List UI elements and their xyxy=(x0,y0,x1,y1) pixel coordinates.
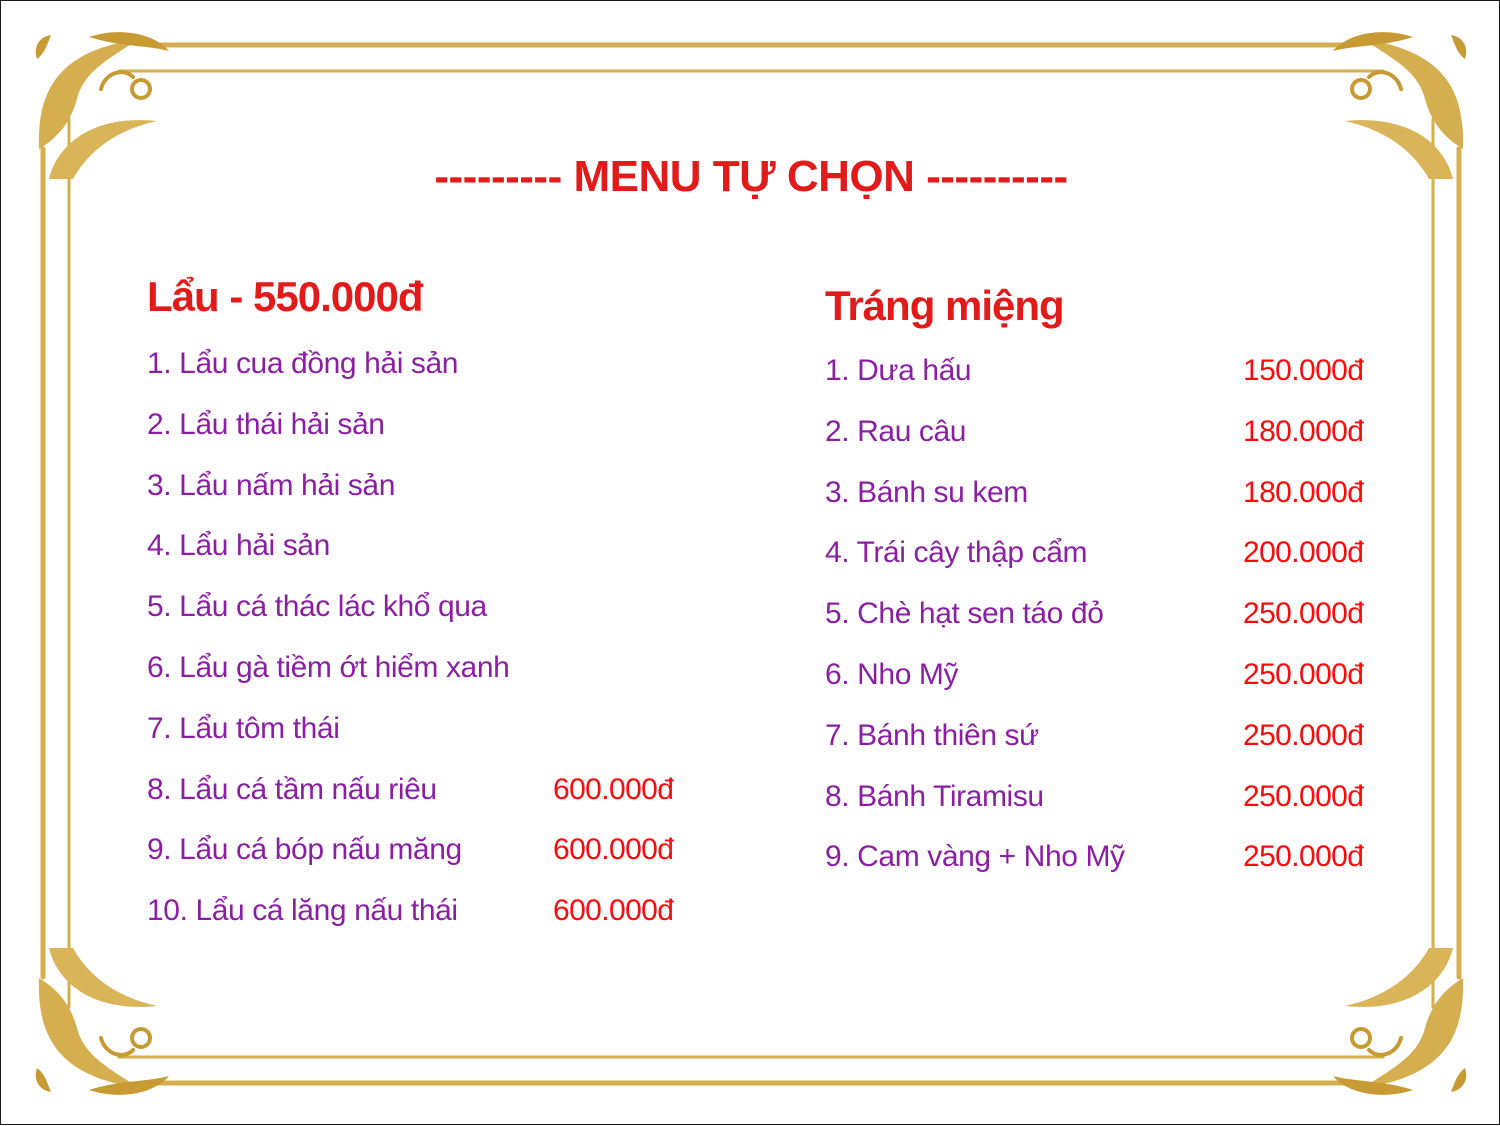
dessert-item-name: 8. Bánh Tiramisu xyxy=(825,780,1044,813)
dessert-item-name: 6. Nho Mỹ xyxy=(825,658,959,691)
dessert-item-price: 250.000đ xyxy=(1243,780,1364,813)
dessert-item-name: 9. Cam vàng + Nho Mỹ xyxy=(825,840,1125,873)
hotpot-item-name: 4. Lẩu hải sản xyxy=(147,529,330,562)
hotpot-item-name: 7. Lẩu tôm thái xyxy=(147,712,340,745)
menu-title: --------- MENU TỰ CHỌN ---------- xyxy=(434,152,1068,201)
dessert-item-price: 250.000đ xyxy=(1243,840,1364,873)
dessert-item-name: 1. Dưa hấu xyxy=(825,354,972,387)
hotpot-item-price: 600.000đ xyxy=(553,773,674,806)
hotpot-item-name: 5. Lẩu cá thác lác khổ qua xyxy=(147,590,487,623)
dessert-item-price: 200.000đ xyxy=(1243,536,1364,569)
dessert-item-name: 7. Bánh thiên sứ xyxy=(825,719,1039,752)
hotpot-item-name: 3. Lẩu nấm hải sản xyxy=(147,469,395,502)
dessert-section-heading: Tráng miệng xyxy=(825,282,1064,329)
dessert-item-price: 250.000đ xyxy=(1243,597,1364,630)
hotpot-item-name: 2. Lẩu thái hải sản xyxy=(147,408,385,441)
hotpot-item-name: 6. Lẩu gà tiềm ớt hiểm xanh xyxy=(147,651,510,684)
dessert-item-name: 4. Trái cây thập cẩm xyxy=(825,536,1088,569)
dessert-item-name: 5. Chè hạt sen táo đỏ xyxy=(825,597,1104,630)
hotpot-section-heading: Lẩu - 550.000đ xyxy=(147,273,423,320)
hotpot-item-name: 8. Lẩu cá tầm nấu riêu xyxy=(147,773,437,806)
hotpot-item-name: 1. Lẩu cua đồng hải sản xyxy=(147,347,459,380)
hotpot-item-name: 10. Lẩu cá lăng nấu thái xyxy=(147,894,458,927)
dessert-item-price: 150.000đ xyxy=(1243,354,1364,387)
dessert-item-price: 180.000đ xyxy=(1243,415,1364,448)
hotpot-item-price: 600.000đ xyxy=(553,894,674,927)
dessert-item-name: 3. Bánh su kem xyxy=(825,476,1028,509)
dessert-item-name: 2. Rau câu xyxy=(825,415,967,448)
hotpot-item-price: 600.000đ xyxy=(553,833,674,866)
dessert-item-price: 250.000đ xyxy=(1243,658,1364,691)
dessert-item-price: 180.000đ xyxy=(1243,476,1364,509)
dessert-item-price: 250.000đ xyxy=(1243,719,1364,752)
hotpot-item-name: 9. Lẩu cá bóp nấu măng xyxy=(147,833,462,866)
